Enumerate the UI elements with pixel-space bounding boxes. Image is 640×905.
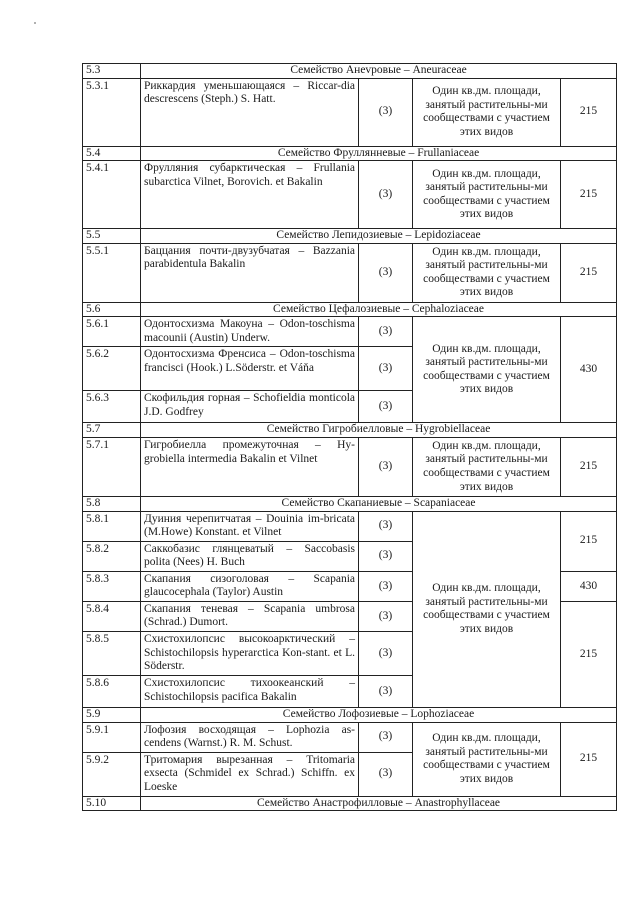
row-number: 5.8.5	[83, 632, 141, 676]
species-name: Скапания теневая – Scapania umbrosa (Schrad.) Dumort.	[141, 601, 359, 631]
species-name: Баццания почти-двузубчатая – Bazzania parabidentula Bakalin	[141, 243, 359, 302]
family-title: Семейство Цефалозиевые – Cephaloziaceae	[141, 302, 617, 317]
calculation-unit: Один кв.дм. площади, занятый растительны-ми сообществами с участием этих видов	[413, 437, 561, 496]
status-category: (3)	[359, 161, 413, 229]
species-table	[82, 63, 617, 811]
status-category: (3)	[359, 391, 413, 423]
damage-rate: 215	[561, 243, 617, 302]
status-category: (3)	[359, 722, 413, 752]
calculation-unit: Один кв.дм. площади, занятый растительны-ми сообществами с участием этих видов	[413, 722, 561, 796]
row-number: 5.5	[83, 229, 141, 244]
row-number: 5.9.1	[83, 722, 141, 752]
row-number: 5.6.1	[83, 317, 141, 347]
calculation-unit: Один кв.дм. площади, занятый растительны-ми сообществами с участием этих видов	[413, 78, 561, 146]
damage-rate: 215	[561, 161, 617, 229]
status-category: (3)	[359, 511, 413, 541]
status-category: (3)	[359, 317, 413, 347]
damage-rate: 215	[561, 78, 617, 146]
family-title: Семейство Анастрофилловые – Anastrophyllaceae	[141, 796, 617, 811]
species-row	[83, 511, 617, 541]
status-category: (3)	[359, 752, 413, 796]
row-number: 5.7	[83, 423, 141, 438]
damage-rate: 215	[561, 511, 617, 571]
species-name: Саккобазис глянцеватый – Saccobasis polita (Nees) H. Buch	[141, 541, 359, 571]
damage-rate: 215	[561, 722, 617, 796]
status-category: (3)	[359, 601, 413, 631]
species-name: Тритомария вырезанная – Tritomaria exsecta (Schmidel ex Schrad.) Schiffn. ex Loeske	[141, 752, 359, 796]
family-row	[83, 423, 617, 438]
species-row	[83, 78, 617, 146]
status-category: (3)	[359, 78, 413, 146]
species-name: Риккардия уменьшающаяся – Riccar-dia descrescens (Steph.) S. Hatt.	[141, 78, 359, 146]
row-number: 5.8.4	[83, 601, 141, 631]
species-row	[83, 243, 617, 302]
row-number: 5.5.1	[83, 243, 141, 302]
row-number: 5.3.1	[83, 78, 141, 146]
status-category: (3)	[359, 632, 413, 676]
species-row	[83, 437, 617, 496]
row-number: 5.10	[83, 796, 141, 811]
status-category: (3)	[359, 676, 413, 708]
row-number: 5.4.1	[83, 161, 141, 229]
row-number: 5.6	[83, 302, 141, 317]
status-category: (3)	[359, 437, 413, 496]
row-number: 5.8	[83, 496, 141, 511]
calculation-unit: Один кв.дм. площади, занятый растительны-ми сообществами с участием этих видов	[413, 161, 561, 229]
family-row	[83, 302, 617, 317]
row-number: 5.4	[83, 146, 141, 161]
status-category: (3)	[359, 347, 413, 391]
family-row	[83, 496, 617, 511]
family-title: Семейство Анevровые – Aneuraceae	[141, 64, 617, 79]
damage-rate: 215	[561, 437, 617, 496]
species-row	[83, 317, 617, 347]
status-category: (3)	[359, 541, 413, 571]
family-row	[83, 64, 617, 79]
species-name: Лофозия восходящая – Lophozia as-cendens (Warnst.) R. M. Schust.	[141, 722, 359, 752]
status-category: (3)	[359, 243, 413, 302]
row-number: 5.6.3	[83, 391, 141, 423]
row-number: 5.6.2	[83, 347, 141, 391]
row-number: 5.8.1	[83, 511, 141, 541]
species-name: Гигробиелла промежуточная – Hy-grobiella intermedia Bakalin et Vilnet	[141, 437, 359, 496]
status-category: (3)	[359, 571, 413, 601]
row-number: 5.7.1	[83, 437, 141, 496]
species-name: Одонтосхизма Френсиса – Odon-toschisma francisci (Hook.) L.Söderstr. et Váňa	[141, 347, 359, 391]
family-title: Семейство Скапаниевые – Scapaniaceae	[141, 496, 617, 511]
species-name: Одонтосхизма Макоуна – Odon-toschisma macounii (Austin) Underw.	[141, 317, 359, 347]
species-name: Схистохилопсис тихоокеанский – Schistochilopsis pacifica Bakalin	[141, 676, 359, 708]
family-title: Семейство Лофозиевые – Lophoziaceae	[141, 708, 617, 723]
family-title: Семейство Лепидозиевые – Lepidoziaceae	[141, 229, 617, 244]
species-row	[83, 722, 617, 752]
row-number: 5.9.2	[83, 752, 141, 796]
species-name: Схистохилопсис высокоарктический – Schistochilopsis hyperarctica Kon-stant. et L. Söderstr.	[141, 632, 359, 676]
species-name: Скапания сизоголовая – Scapania glaucocephala (Taylor) Austin	[141, 571, 359, 601]
calculation-unit: Один кв.дм. площади, занятый растительны-ми сообществами с участием этих видов	[413, 243, 561, 302]
row-number: 5.8.2	[83, 541, 141, 571]
damage-rate: 430	[561, 317, 617, 423]
calculation-unit: Один кв.дм. площади, занятый растительны-ми сообществами с участием этих видов	[413, 317, 561, 423]
scan-speck	[34, 22, 36, 24]
damage-rate: 215	[561, 601, 617, 707]
row-number: 5.3	[83, 64, 141, 79]
species-name: Дуиния черепитчатая – Douinia im-bricata (M.Howe) Konstant. et Vilnet	[141, 511, 359, 541]
damage-rate: 430	[561, 571, 617, 601]
row-number: 5.9	[83, 708, 141, 723]
family-row	[83, 229, 617, 244]
species-row	[83, 161, 617, 229]
row-number: 5.8.6	[83, 676, 141, 708]
family-row	[83, 708, 617, 723]
family-title: Семейство Гигробиелловые – Hygrobiellaceae	[141, 423, 617, 438]
species-name: Скофильдия горная – Schofieldia monticola J.D. Godfrey	[141, 391, 359, 423]
family-row	[83, 796, 617, 811]
species-name: Фрулляния субарктическая – Frullania subarctica Vilnet, Borovich. et Bakalin	[141, 161, 359, 229]
family-row	[83, 146, 617, 161]
calculation-unit: Один кв.дм. площади, занятый растительны-ми сообществами с участием этих видов	[413, 511, 561, 708]
row-number: 5.8.3	[83, 571, 141, 601]
family-title: Семейство Фруллянневые – Frullaniaceae	[141, 146, 617, 161]
